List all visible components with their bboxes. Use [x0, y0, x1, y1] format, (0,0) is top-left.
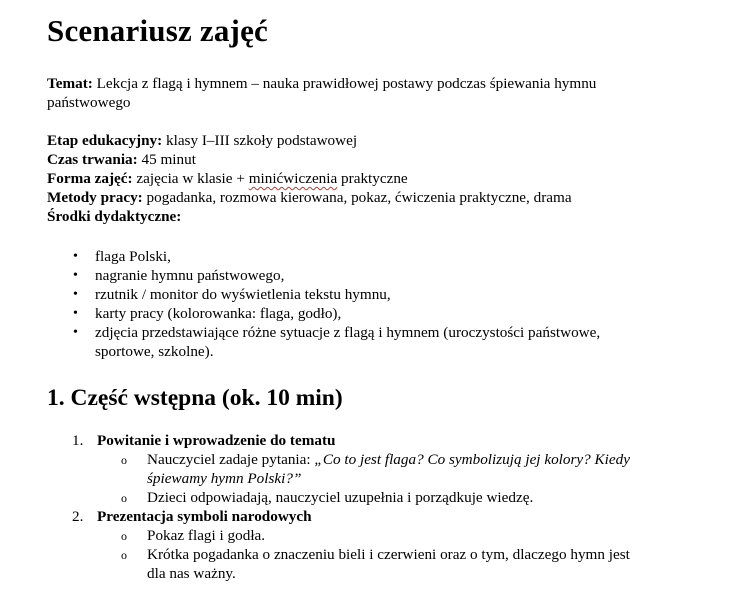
resources-heading: [47, 208, 181, 226]
methods-value: pogadanka, rozmowa kierowana, pokaz, ćwiczenia praktyczne, drama: [146, 189, 572, 206]
step-point-intro: Nauczyciel zadaje pytania:: [147, 451, 315, 468]
bullet-icon: •: [73, 325, 78, 340]
bullet-icon: •: [73, 287, 78, 302]
bullet-icon: •: [73, 306, 78, 321]
duration-value: 45 minut: [141, 151, 196, 168]
list-item: flaga Polski,: [95, 248, 171, 265]
section-heading: 1. Część wstępna (ok. 10 min): [47, 385, 343, 411]
step-title: Powitanie i wprowadzenie do tematu: [97, 432, 336, 449]
step-point: Pokaz flagi i godła.: [147, 527, 266, 544]
topic-line: [47, 75, 596, 93]
document-title: Scenariusz zajęć: [47, 13, 268, 48]
form-value-post: praktyczne: [337, 170, 408, 187]
bullet-icon: •: [73, 249, 78, 264]
methods-label: Metody pracy:: [47, 189, 143, 206]
circle-bullet-icon: o: [121, 491, 127, 505]
step-point: Krótka pogadanka o znaczeniu bieli i czerwieni oraz o tym, dlaczego hymn jest: [147, 546, 630, 563]
circle-bullet-icon: o: [121, 548, 127, 562]
topic-value: Lekcja z flagą i hymnem – nauka prawidłowej postawy podczas śpiewania hymnu: [96, 75, 597, 92]
stage-line: [47, 132, 357, 150]
form-value-pre: zajęcia w klasie +: [136, 170, 249, 187]
step-number: 1.: [72, 432, 84, 449]
list-item: karty pracy (kolorowanka: flaga, godło),: [95, 305, 342, 322]
methods-line: [47, 189, 572, 207]
topic-line-continued: państwowego: [47, 94, 131, 111]
step-point: Dzieci odpowiadają, nauczyciel uzupełnia i porządkuje wiedzę.: [147, 489, 534, 506]
list-item: zdjęcia przedstawiające różne sytuacje z flagą i hymnem (uroczystości państwowe,: [95, 324, 601, 341]
stage-label: Etap edukacyjny:: [47, 132, 163, 149]
list-item: nagranie hymnu państwowego,: [95, 267, 285, 284]
step-number: 2.: [72, 508, 84, 525]
duration-line: [47, 151, 196, 169]
duration-label: Czas trwania:: [47, 151, 138, 168]
bullet-icon: •: [73, 268, 78, 283]
list-item: rzutnik / monitor do wyświetlenia tekstu hymnu,: [95, 286, 391, 303]
topic-label: Temat:: [47, 75, 93, 92]
circle-bullet-icon: o: [121, 453, 127, 467]
form-line: [47, 170, 408, 188]
spellcheck-marked-word[interactable]: minićwiczenia: [248, 170, 338, 187]
step-point-quote: „Co to jest flaga? Co symbolizują jej kolory? Kiedy: [314, 451, 630, 468]
circle-bullet-icon: o: [121, 529, 127, 543]
step-point: [147, 451, 630, 469]
list-item-continued: sportowe, szkolne).: [95, 343, 214, 360]
resources-label: Środki dydaktyczne:: [47, 208, 182, 225]
step-title: Prezentacja symboli narodowych: [97, 508, 312, 525]
form-label: Forma zajęć:: [47, 170, 133, 187]
step-point-continued: dla nas ważny.: [147, 565, 236, 582]
step-point-quote-continued: śpiewamy hymn Polski?”: [147, 470, 302, 487]
stage-value: klasy I–III szkoły podstawowej: [166, 132, 358, 149]
